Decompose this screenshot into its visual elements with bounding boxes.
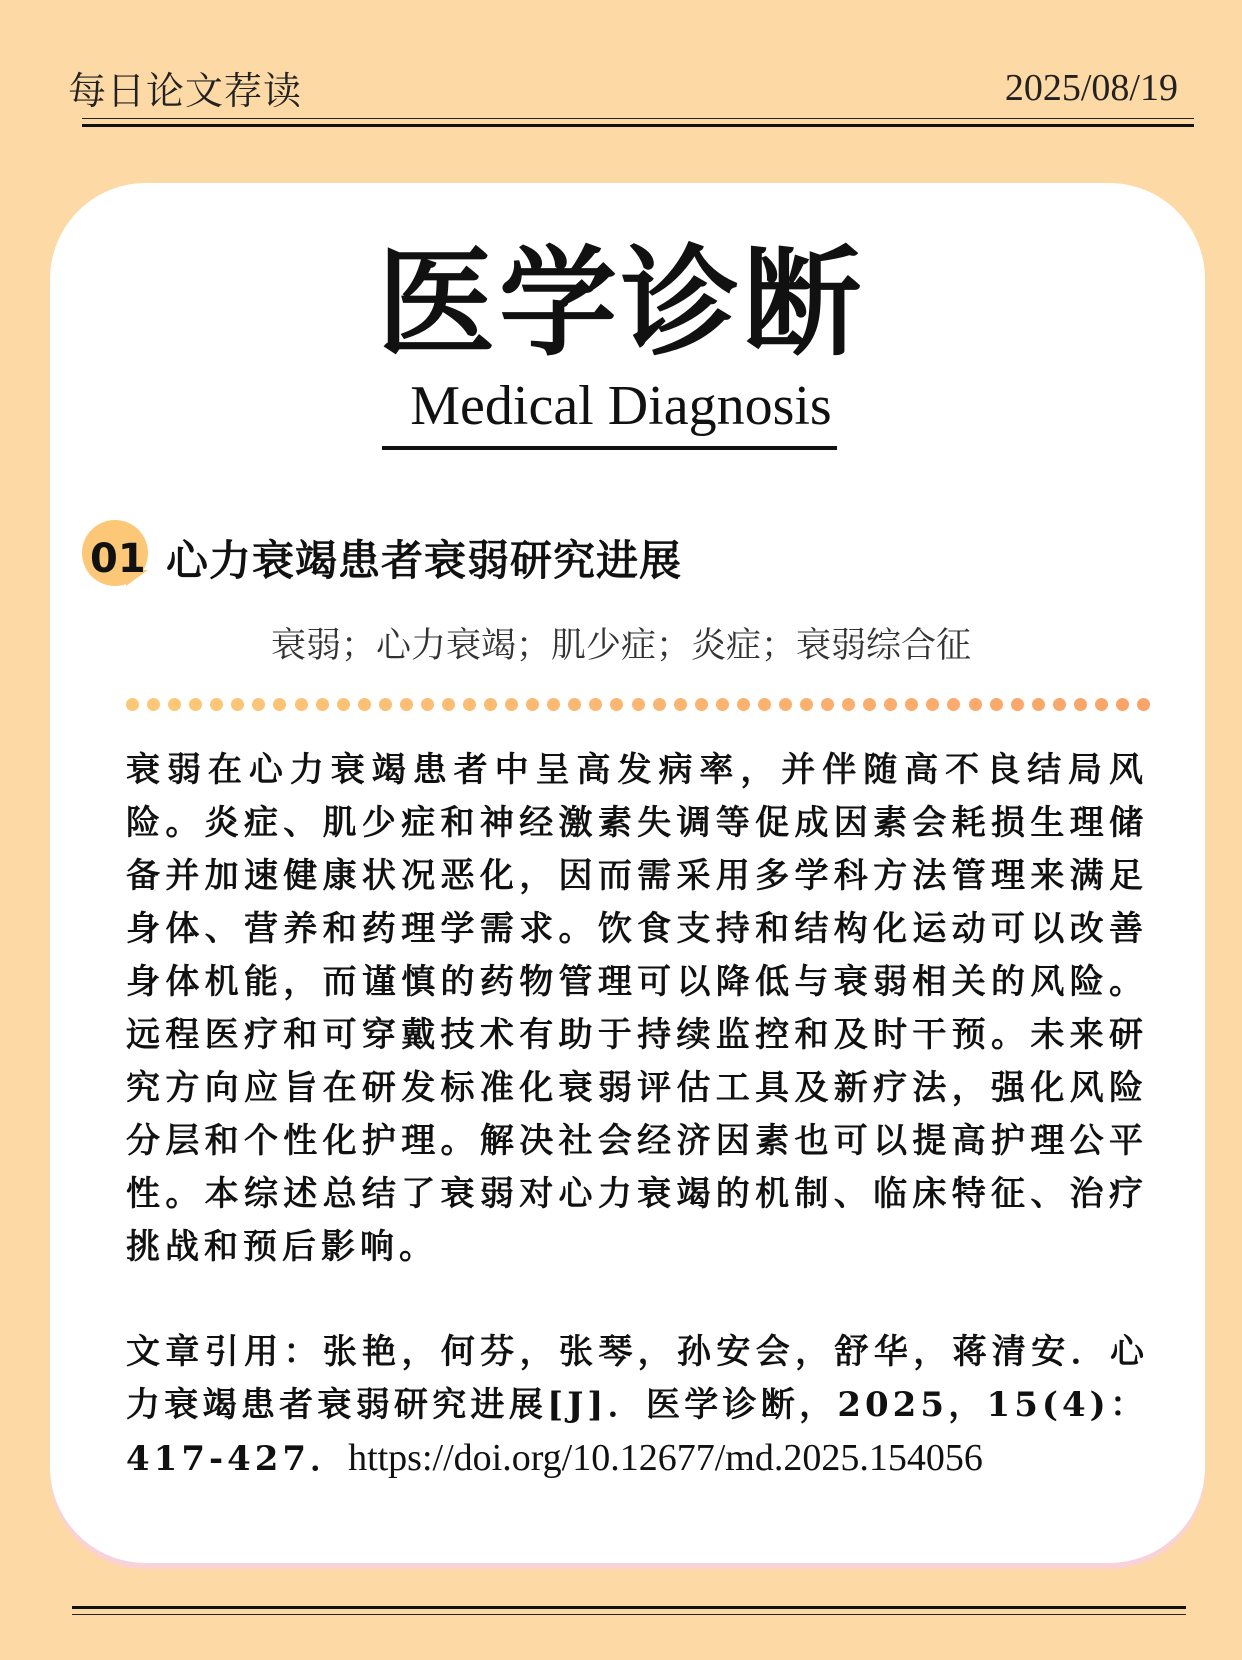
article-citation: [126, 1326, 1148, 1486]
divider-dot: [568, 698, 581, 711]
journal-title-en: Medical Diagnosis: [410, 375, 832, 437]
doi-link[interactable]: https://doi.org/10.12677/md.2025.154056: [348, 1437, 983, 1479]
divider-dot: [947, 698, 960, 711]
divider-dot: [779, 698, 792, 711]
journal-title-zh: 医学诊断: [376, 233, 865, 372]
divider-dot: [1095, 698, 1108, 711]
divider-dot: [421, 698, 434, 711]
divider-dot: [547, 698, 560, 711]
divider-dot: [821, 698, 834, 711]
divider-dot: [1053, 698, 1066, 711]
header-divider-thick: [82, 124, 1194, 127]
divider-dot: [168, 698, 181, 711]
divider-dot: [653, 698, 666, 711]
divider-dot: [442, 698, 455, 711]
divider-dot: [210, 698, 223, 711]
divider-dot: [926, 698, 939, 711]
divider-dot: [632, 698, 645, 711]
divider-dot: [1116, 698, 1129, 711]
divider-dot: [1032, 698, 1045, 711]
divider-dot: [842, 698, 855, 711]
divider-dot: [505, 698, 518, 711]
divider-dot: [189, 698, 202, 711]
divider-dot: [252, 698, 265, 711]
divider-dot: [1011, 698, 1024, 711]
journal-title-underline: [382, 446, 837, 450]
header-divider-thin: [82, 118, 1194, 119]
divider-dot: [126, 698, 139, 711]
divider-dot: [863, 698, 876, 711]
divider-dot: [990, 698, 1003, 711]
series-name: 每日论文荐读: [68, 69, 303, 113]
divider-dot: [610, 698, 623, 711]
article-title: 心力衰竭患者衰弱研究进展: [166, 536, 683, 585]
footer-divider-thick: [72, 1606, 1186, 1609]
divider-dot: [526, 698, 539, 711]
divider-dot: [695, 698, 708, 711]
divider-dot: [463, 698, 476, 711]
divider-dot: [969, 698, 982, 711]
citation-text: 文章引用：张艳，何芬，张琴，孙安会，舒华，蒋清安．心力衰竭患者衰弱研究进展[J]．医学诊断，2025，15(4)：417-427．: [126, 1332, 1148, 1479]
divider-dot: [737, 698, 750, 711]
dotted-divider: [126, 696, 1150, 712]
article-abstract: 衰弱在心力衰竭患者中呈高发病率，并伴随高不良结局风险。炎症、肌少症和神经激素失调等促成因素会耗损生理储备并加速健康状况恶化，因而需采用多学科方法管理来满足身体、营养和药理学需求。饮食支持和结构化运动可以改善身体机能，而谨慎的药物管理可以降低与衰弱相关的风险。远程医疗和可穿戴技术有助于持续监控和及时干预。未来研究方向应旨在研发标准化衰弱评估工具及新疗法，强化风险分层和个性化护理。解决社会经济因素也可以提高护理公平性。本综述总结了衰弱对心力衰竭的机制、临床特征、治疗挑战和预后影响。: [126, 750, 1148, 1267]
divider-dot: [295, 698, 308, 711]
divider-dot: [1074, 698, 1087, 711]
article-number: 01: [90, 536, 146, 582]
divider-dot: [674, 698, 687, 711]
divider-dot: [905, 698, 918, 711]
divider-dot: [273, 698, 286, 711]
divider-dot: [379, 698, 392, 711]
divider-dot: [400, 698, 413, 711]
divider-dot: [884, 698, 897, 711]
divider-dot: [337, 698, 350, 711]
divider-dot: [231, 698, 244, 711]
divider-dot: [758, 698, 771, 711]
divider-dot: [1137, 698, 1150, 711]
divider-dot: [589, 698, 602, 711]
divider-dot: [316, 698, 329, 711]
footer-divider-thin: [72, 1614, 1186, 1615]
divider-dot: [716, 698, 729, 711]
publish-date: 2025/08/19: [1004, 67, 1178, 109]
divider-dot: [484, 698, 497, 711]
divider-dot: [358, 698, 371, 711]
article-keywords: 衰弱；心力衰竭；肌少症；炎症；衰弱综合征: [270, 626, 971, 666]
divider-dot: [800, 698, 813, 711]
divider-dot: [147, 698, 160, 711]
